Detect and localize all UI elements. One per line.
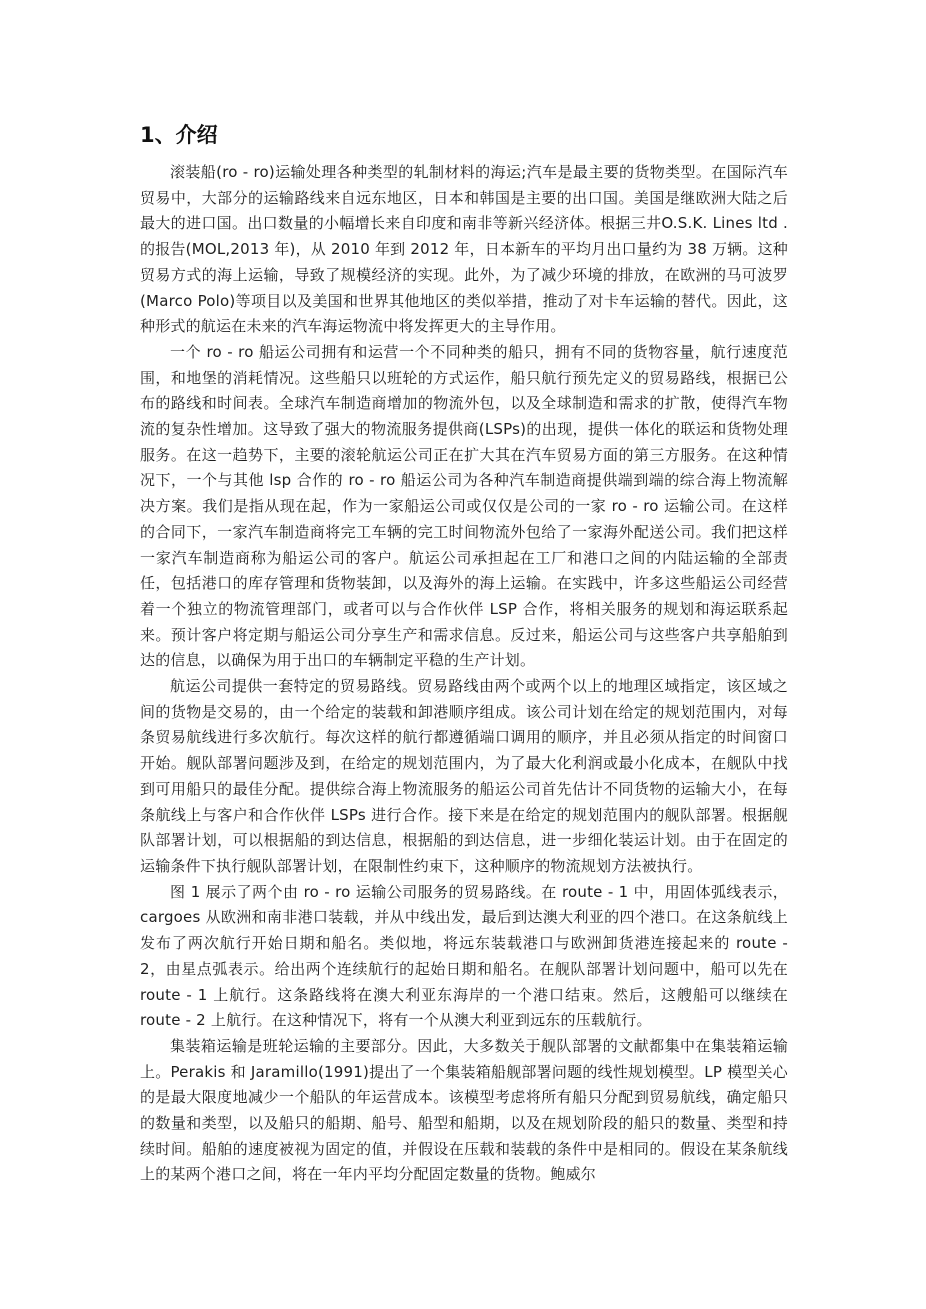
paragraph-trade-routes: 航运公司提供一套特定的贸易路线。贸易路线由两个或两个以上的地理区域指定，该区域之间的货物是交易的，由一个给定的装载和卸港顺序组成。该公司计划在给定的规划范围内，对每条贸易航线进行多次航行。每次这样的航行都遵循端口调用的顺序，并且必须从指定的时间窗口开始。舰队部署问题涉及到，在给定的规划范围内，为了最大化利润或最小化成本，在舰队中找到可用船只的最佳分配。提供综合海上物流服务的船运公司首先估计不同货物的运输大小，在每条航线上与客户和合作伙伴 LSPs 进行合作。接下来是在给定的规划范围内的舰队部署。根据舰队部署计划，可以根据船的到达信息，根据船的到达信息，进一步细化装运计划。由于在固定的运输条件下执行舰队部署计划，在限制性约束下，这种顺序的物流规划方法被执行。 — [140, 677, 788, 875]
paragraph-container-shipping: 集装箱运输是班轮运输的主要部分。因此，大多数关于舰队部署的文献都集中在集装箱运输上。Perakis 和 Jaramillo(1991)提出了一个集装箱船舰部署问题的线性规划模型。LP 模型关心的是最大限度地减少一个船队的年运营成本。该模型考虑将所有船只分配到贸易航线，确定船只的数量和类型，以及船只的船期、船号、船型和船期，以及在规划阶段的船只的数量、类型和持续时间。船舶的速度被视为固定的值，并假设在压载和装载的条件中是相同的。假设在某条航线上的某两个港口之间，将在一年内平均分配固定数量的货物。鲍威尔 — [140, 1036, 788, 1184]
paragraph-intro: 滚装船(ro - ro)运输处理各种类型的轧制材料的海运;汽车是最主要的货物类型。在国际汽车贸易中，大部分的运输路线来自远东地区，日本和韩国是主要的出口国。美国是继欧洲大陆之后最大的进口国。出口数量的小幅增长来自印度和南非等新兴经济体。根据三井O.S.K. Lines ltd .的报告(MOL,2013 年)，从 2010 年到 2012 年，日本新车的平均月出口量约为 38 万辆。这种贸易方式的海上运输，导致了规模经济的实现。此外，为了减少环境的排放，在欧洲的马可波罗(Marco Polo)等项目以及美国和世界其他地区的类似举措，推动了对卡车运输的替代。因此，这种形式的航运在未来的汽车海运物流中将发挥更大的主导作用。 — [140, 163, 788, 336]
paragraph-figure-1: 图 1 展示了两个由 ro - ro 运输公司服务的贸易路线。在 route - 1 中，用固体弧线表示，cargoes 从欧洲和南非港口装载，并从中线出发，最后到达澳大利亚的四个港口。在这条航线上发布了两次航行开始日期和船名。类似地，将远东装载港口与欧洲卸货港连接起来的 route - 2，由星点弧表示。给出两个连续航行的起始日期和船名。在舰队部署计划问题中，船可以先在 route - 1 上航行。这条路线将在澳大利亚东海岸的一个港口结束。然后，这艘船可以继续在 route - 2 上航行。在这种情况下，将有一个从澳大利亚到远东的压载航行。 — [140, 882, 788, 1030]
section-heading: 1、介绍 — [140, 123, 218, 147]
paragraph-roro-company: 一个 ro - ro 船运公司拥有和运营一个不同种类的船只，拥有不同的货物容量，航行速度范围，和地堡的消耗情况。这些船只以班轮的方式运作，船只航行预先定义的贸易路线，根据已公布的路线和时间表。全球汽车制造商增加的物流外包，以及全球制造和需求的扩散，使得汽车物流的复杂性增加。这导致了强大的物流服务提供商(LSPs)的出现，提供一体化的联运和货物处理服务。在这一趋势下，主要的滚轮航运公司正在扩大其在汽车贸易方面的第三方服务。在这种情况下，一个与其他 lsp 合作的 ro - ro 船运公司为各种汽车制造商提供端到端的综合海上物流解决方案。我们是指从现在起，作为一家船运公司或仅仅是公司的一家 ro - ro 运输公司。在这样的合同下，一家汽车制造商将完工车辆的完工时间物流外包给了一家海外配送公司。我们把这样一家汽车制造商称为船运公司的客户。航运公司承担起在工厂和港口之间的内陆运输的全部责任，包括港口的库存管理和货物装卸，以及海外的海上运输。在实践中，许多这些船运公司经营着一个独立的物流管理部门，或者可以与合作伙伴 LSP 合作，将相关服务的规划和海运联系起来。预计客户将定期与船运公司分享生产和需求信息。反过来，船运公司与这些客户共享船舶到达的信息，以确保为用于出口的车辆制定平稳的生产计划。 — [140, 342, 788, 670]
document-body — [140, 120, 788, 1188]
